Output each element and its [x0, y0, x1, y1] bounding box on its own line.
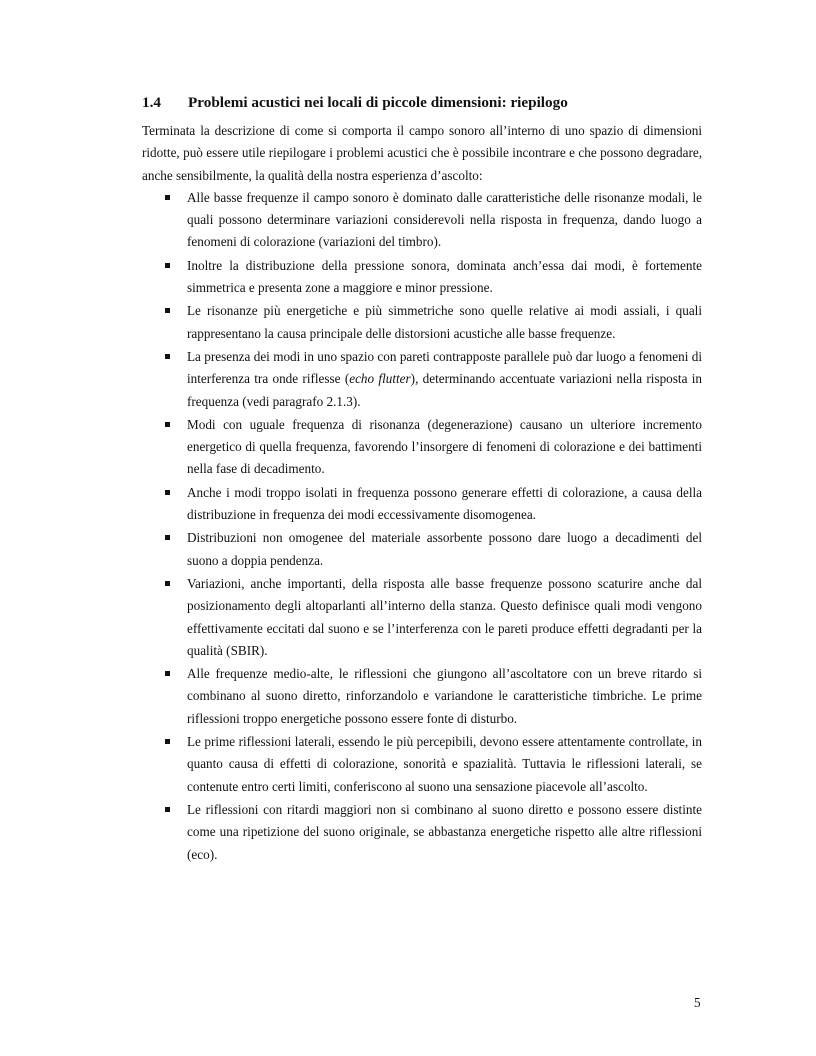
square-bullet-icon [165, 581, 170, 586]
page-number: 5 [694, 995, 701, 1010]
square-bullet-icon [165, 535, 170, 540]
list-item [142, 573, 702, 662]
list-item-text: Anche i modi troppo isolati in frequenza possono generare effetti di colorazione, a causa della distribuzione in frequenza dei modi eccessivamente disomogenea. [187, 484, 702, 523]
square-bullet-icon [165, 195, 170, 200]
list-item [142, 300, 702, 345]
list-item-text: Alle frequenze medio-alte, le riflessioni che giungono all’ascoltatore con un breve ritardo si combinano al suono diretto, rinforzandolo e variandone le caratteristiche timbriche. Le prime riflessioni troppo energetiche possono essere fonte di disturbo. [187, 666, 702, 726]
list-item [142, 346, 702, 413]
list-item-text: Inoltre la distribuzione della pressione sonora, dominata anch’essa dai modi, è fortemente simmetrica e presenta zone a maggiore e minor pressione. [187, 257, 702, 296]
page-body [142, 92, 702, 866]
list-item-text: Le riflessioni con ritardi maggiori non si combinano al suono diretto e possono essere distinte come una ripetizione del suono originale, se abbastanza energetiche rispetto alle altre riflessioni (eco). [187, 801, 702, 862]
problem-list [142, 187, 702, 866]
list-item [142, 482, 702, 527]
list-item-text: Alle basse frequenze il campo sonoro è dominato dalle caratteristiche delle risonanze modali, le quali possono determinare variazioni considerevoli nella risposta in frequenza, dando luogo a fenomeni di colorazione (variazioni del timbro). [187, 189, 702, 250]
list-item [142, 187, 702, 254]
square-bullet-icon [165, 739, 170, 744]
list-item-text-part: ), determinando accentuate variazioni nella risposta in frequenza (vedi paragrafo 2.1.3). [187, 371, 702, 409]
list-item-text: Distribuzioni non omogenee del materiale assorbente possono dare luogo a decadimenti del suono a doppia pendenza. [187, 530, 702, 568]
list-item-text: Le risonanze più energetiche e più simmetriche sono quelle relative ai modi assiali, i quali rappresentano la causa principale delle distorsioni acustiche alle basse frequenze. [187, 303, 702, 341]
square-bullet-icon [165, 422, 170, 427]
square-bullet-icon [165, 807, 170, 812]
list-item-text: Le prime riflessioni laterali, essendo le più percepibili, devono essere attentamente controllate, in quanto causa di effetti di colorazione, sonorità e spazialità. Tuttavia le riflessioni laterali, se contenute entro certi limiti, conferiscono al suono una sensazione piacevole all’ascolto. [187, 734, 702, 794]
square-bullet-icon [165, 308, 170, 313]
list-item-text [187, 349, 702, 409]
list-item-text: Variazioni, anche importanti, della risposta alle basse frequenze possono scaturire anche dal posizionamento degli altoparlanti all’interno della stanza. Questo definisce quali modi vengono effettivamente eccitati dal suono e se l’interferenza con le pareti produce effetti degradanti per la qualità (SBIR). [187, 575, 702, 658]
list-item-text-part: La presenza dei modi in uno spazio con pareti contrapposte parallele può dar luogo a fenomeni di interferenza tra onde riflesse ( [187, 348, 702, 387]
list-item [142, 731, 702, 798]
square-bullet-icon [165, 263, 170, 268]
list-item [142, 799, 702, 866]
list-item [142, 414, 702, 481]
square-bullet-icon [165, 490, 170, 495]
list-item [142, 527, 702, 572]
section-title: Problemi acustici nei locali di piccole dimensioni: riepilogo [188, 94, 568, 111]
square-bullet-icon [165, 354, 170, 359]
list-item-text: Modi con uguale frequenza di risonanza (degenerazione) causano un ulteriore incremento energetico di quella frequenza, favorendo l’insorgere di fenomeni di colorazione e dei battimenti nella fase di decadimento. [187, 416, 702, 477]
list-item [142, 255, 702, 300]
list-item [142, 663, 702, 730]
echo-flutter-term: echo flutter [349, 371, 411, 387]
section-heading [142, 92, 702, 114]
section-number: 1.4 [142, 94, 161, 111]
intro-paragraph: Terminata la descrizione di come si comporta il campo sonoro all’interno di uno spazio di dimensioni ridotte, può essere utile riepilogare i problemi acustici che è possibile incontrare e che possono degradare, anche sensibilmente, la qualità della nostra esperienza d’ascolto: [142, 123, 702, 183]
square-bullet-icon [165, 671, 170, 676]
